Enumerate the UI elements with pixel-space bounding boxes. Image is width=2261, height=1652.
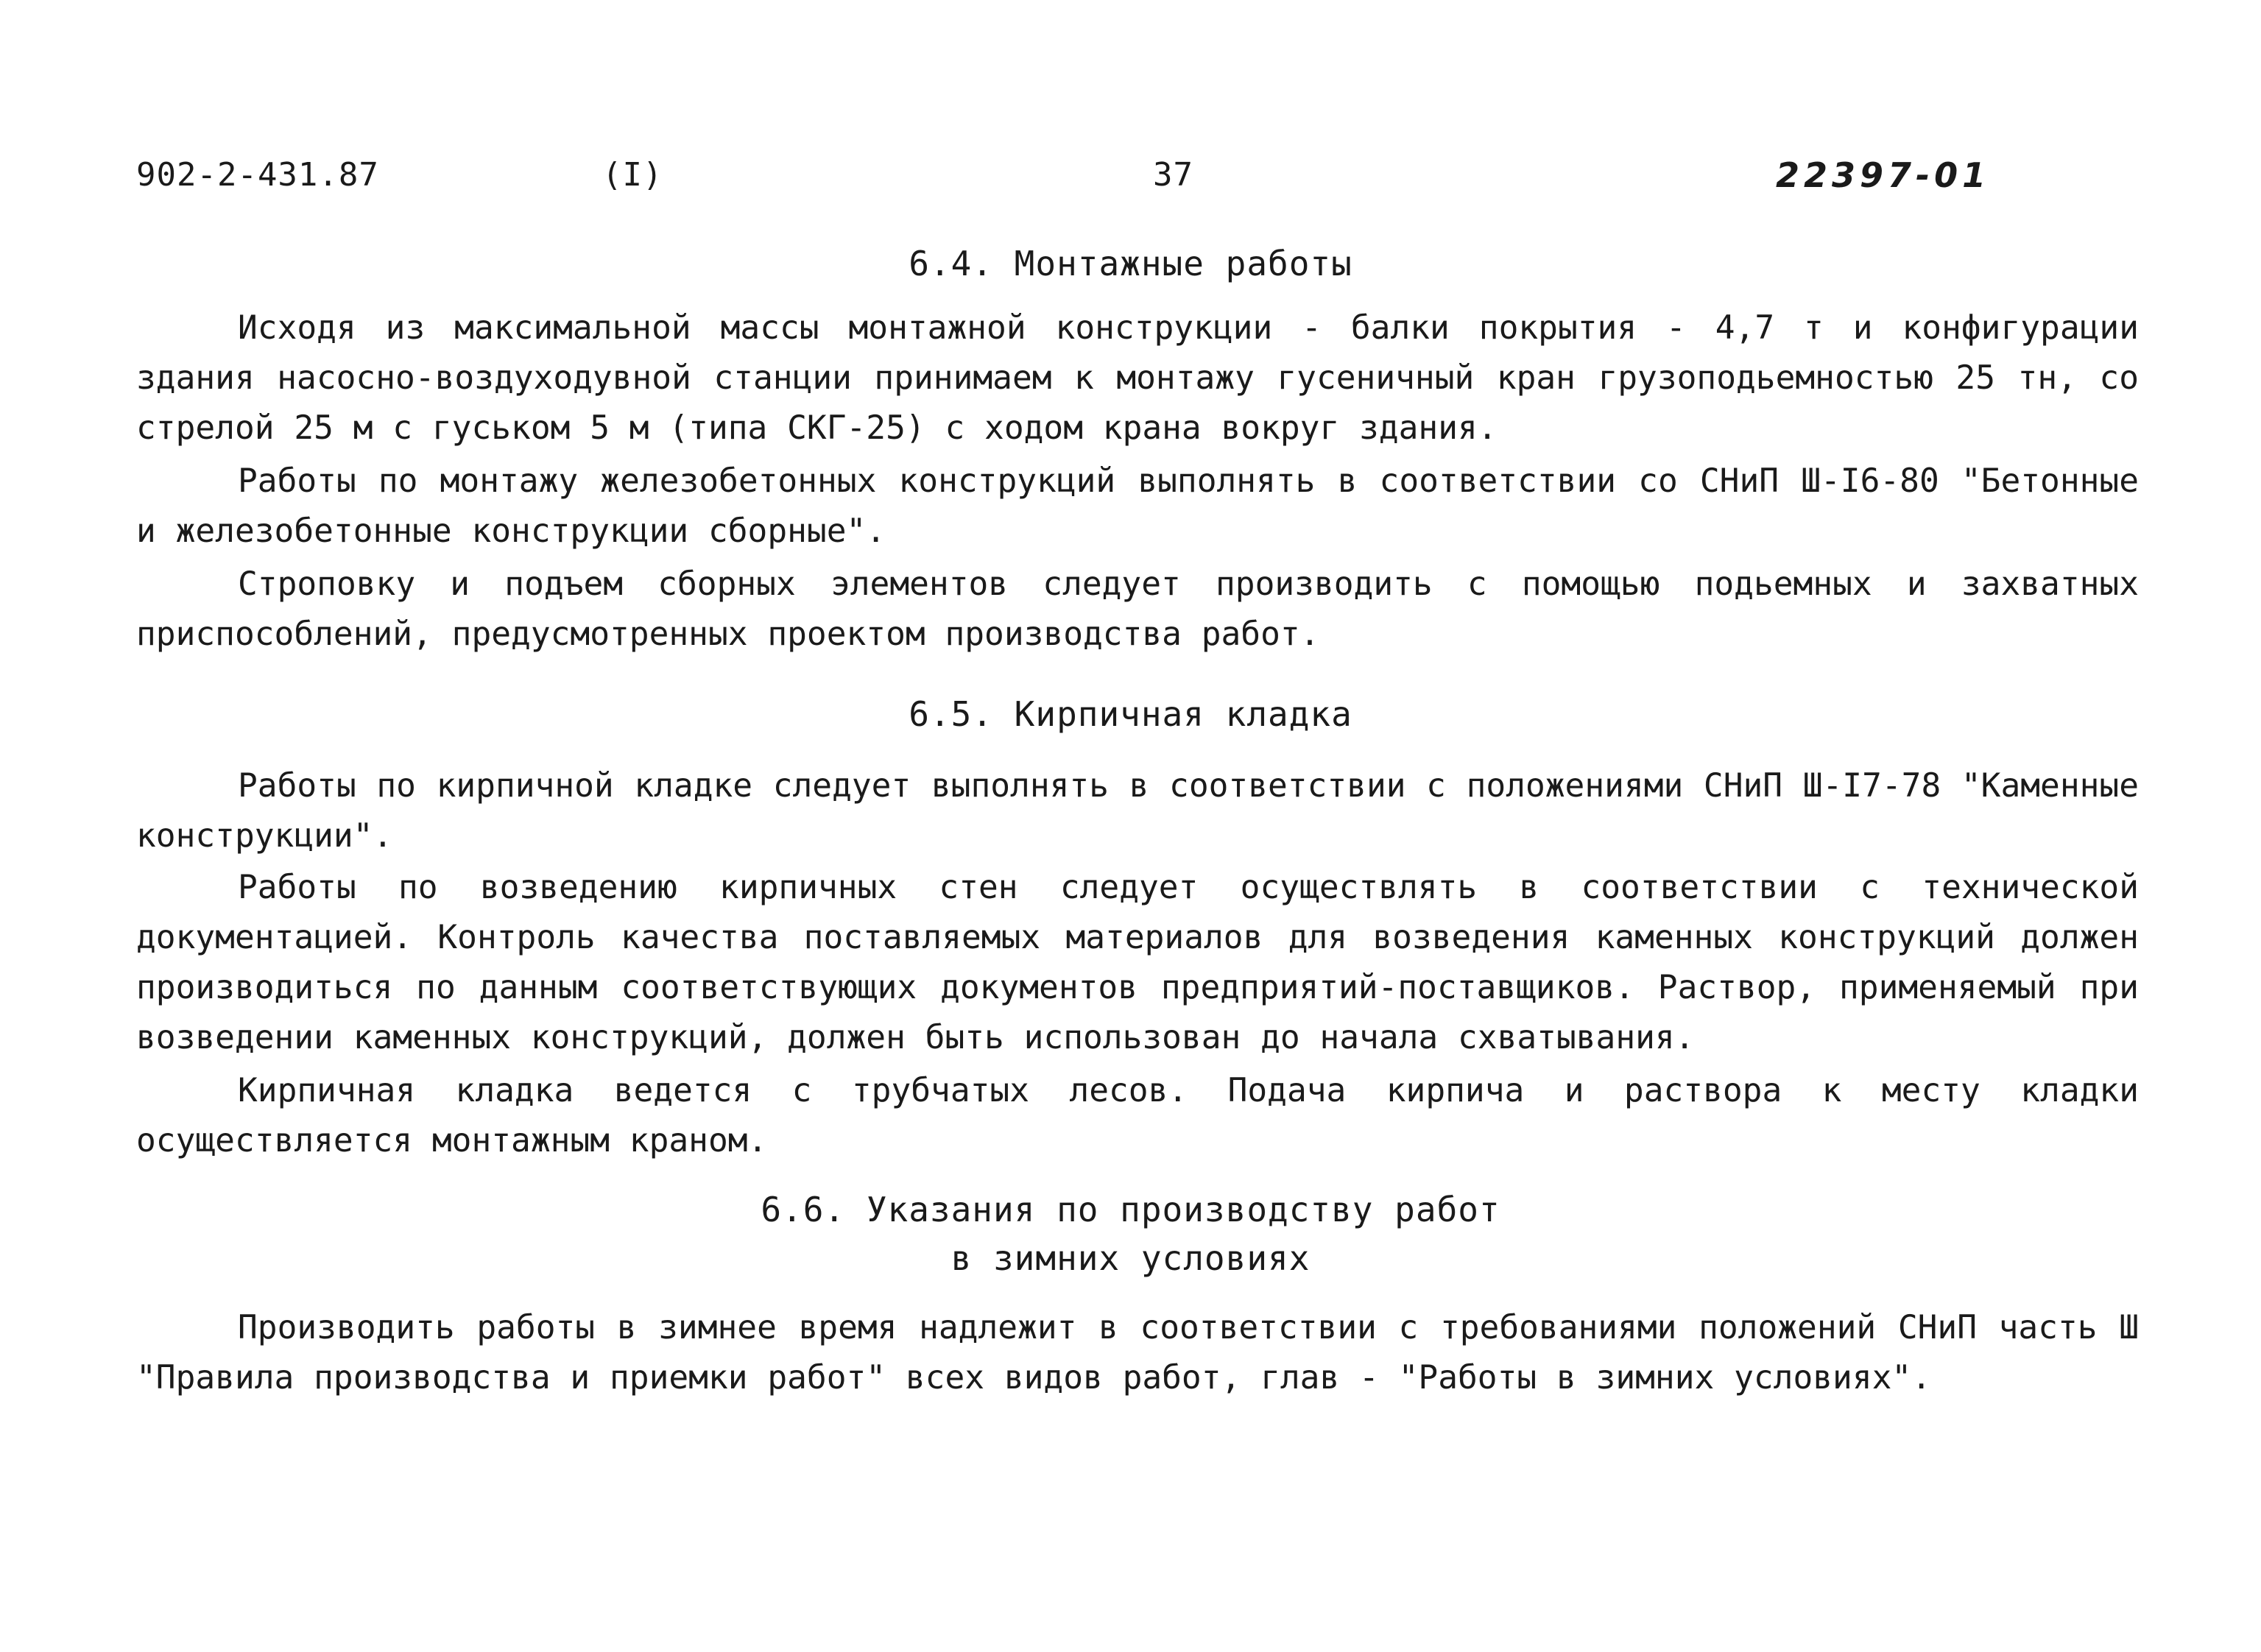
paragraph: Работы по возведению кирпичных стен следует осуществлять в соответствии с технической документацией. Контроль качества поставляемых материалов для возведения каменных конструкций должен производиться по данным соответствующих документов предприятий-поставщиков. Раствор, применяемый при возведении каменных конструкций, должен быть использован до начала схватывания. bbox=[136, 869, 2139, 1056]
document-code: 902-2-431.87 bbox=[136, 156, 379, 194]
paragraph: Исходя из максимальной массы монтажной конструкции - балки покрытия - 4,7 т и конфигурации здания насосно-воздуходувной станции принимаем к монтажу гусеничный кран грузоподьемностью 25 тн, со стрелой 25 м с гуськом 5 м (типа СКГ-25) с ходом крана вокруг здания. bbox=[136, 309, 2139, 447]
section-heading-6-6-line-2: в зимних условиях bbox=[950, 1238, 1311, 1278]
paragraph: Работы по монтажу железобетонных конструкций выполнять в соответствии со СНиП Ш-I6-80 "Бетонные и железобетонные конструкции сборные". bbox=[136, 462, 2139, 550]
paragraph: Строповку и подъем сборных элементов следует производить с помощью подьемных и захватных приспособлений, предусмотренных проектом производства работ. bbox=[136, 565, 2139, 653]
section-heading-6-6 bbox=[0, 1185, 2261, 1282]
section-heading-6-4: 6.4. Монтажные работы bbox=[909, 244, 1352, 283]
section-heading-6-5: 6.5. Кирпичная кладка bbox=[909, 694, 1352, 734]
paragraph: Кирпичная кладка ведется с трубчатых лесов. Подача кирпича и раствора к месту кладки осуществляется монтажным краном. bbox=[136, 1072, 2139, 1159]
archive-number: 22397-01 bbox=[1776, 155, 1991, 195]
paragraph: Работы по кирпичной кладке следует выполнять в соответствии с положениями СНиП Ш-I7-78 "Каменные конструкции". bbox=[136, 767, 2139, 855]
section-heading-6-6-line-1: 6.6. Указания по производству работ bbox=[761, 1190, 1500, 1229]
page-number: 37 bbox=[1153, 156, 1193, 194]
part-number: (I) bbox=[602, 156, 663, 194]
paragraph: Производить работы в зимнее время надлежит в соответствии с требованиями положений СНиП часть Ш "Правила производства и приемки работ" всех видов работ, глав - "Работы в зимних условиях". bbox=[136, 1309, 2139, 1397]
